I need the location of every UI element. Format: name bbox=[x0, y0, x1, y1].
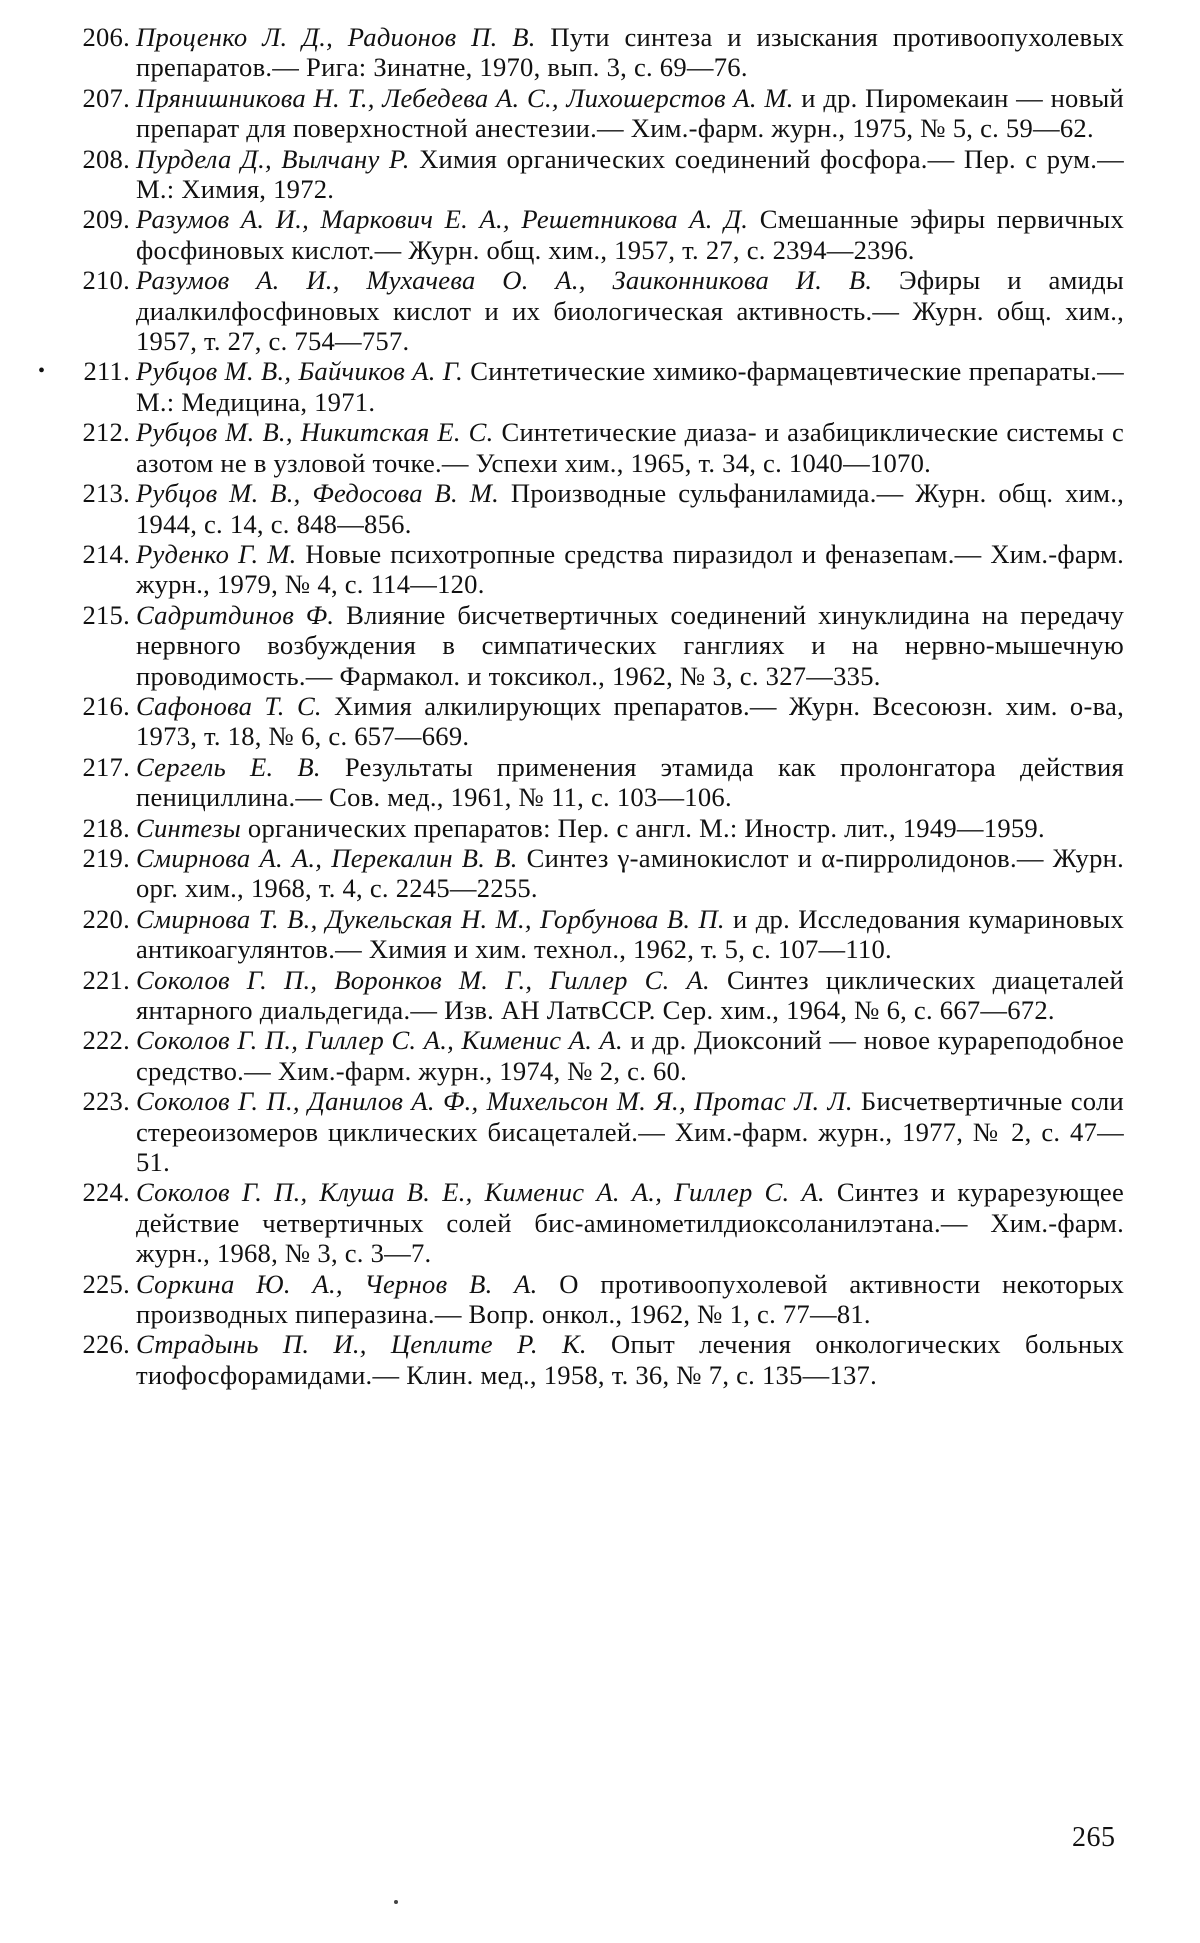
reference-text: Синтез γ-аминокислот и α-пирролидонов.— Журн. орг. хим., 1968, т. 4, с. 2245—2255. bbox=[136, 842, 1124, 904]
reference-number: 219. bbox=[82, 842, 130, 873]
reference-authors: Прянишникова Н. Т., Лебедева А. С., Лихошерстов А. М. bbox=[136, 82, 794, 113]
reference-entry bbox=[52, 417, 1124, 478]
reference-text: Синтетические диаза- и азабициклические системы с азотом не в узловой точке.— Успехи хим., 1965, т. 34, с. 1040—1070. bbox=[136, 417, 1125, 478]
reference-authors: Соколов Г. П., Клуша В. Е., Кименис А. А., Гиллер С. А. bbox=[136, 1177, 825, 1208]
reference-entry bbox=[52, 1329, 1124, 1390]
reference-authors: Сафонова Т. С. bbox=[136, 690, 322, 721]
reference-number: 223. bbox=[82, 1086, 130, 1117]
reference-entry bbox=[52, 1086, 1124, 1177]
reference-text: Синтез и курарезующее действие четвертичных солей бис-аминометилдиоксоланилэтана.— Хим.-фарм. журн., 1968, № 3, с. 3—7. bbox=[136, 1177, 1124, 1269]
reference-text: и др. Пиромекаин — новый препарат для поверхностной анестезии.— Хим.-фарм. журн., 1975, № 5, с. 59—62. bbox=[136, 82, 1125, 144]
reference-list bbox=[38, 22, 1125, 1390]
reference-authors: Рубцов М. В., Байчиков А. Г. bbox=[136, 356, 464, 387]
reference-number: 226. bbox=[82, 1329, 130, 1360]
reference-entry bbox=[52, 478, 1124, 539]
reference-text: Бисчетвертичные соли стереоизомеров циклических бисацеталей.— Хим.-фарм. журн., 1977, № 2, с. 47—51. bbox=[136, 1086, 1124, 1178]
reference-authors: Соколов Г. П., Гиллер С. А., Кименис А. А. bbox=[136, 1025, 623, 1056]
reference-number: 210. bbox=[82, 265, 130, 296]
reference-authors: Соколов Г. П., Данилов А. Ф., Михельсон М. Я., Протас Л. Л. bbox=[136, 1086, 853, 1117]
reference-text: органических препаратов: Пер. с англ. М.: Иностр. лит., 1949—1959. bbox=[241, 812, 1045, 843]
reference-entry bbox=[52, 83, 1124, 144]
reference-entry bbox=[52, 1269, 1124, 1330]
reference-text: О противоопухолевой активности некоторых производных пиперазина.— Вопр. онкол., 1962, № 1, с. 77—81. bbox=[136, 1268, 1125, 1330]
reference-number: 216. bbox=[82, 690, 130, 721]
reference-number: 218. bbox=[82, 812, 130, 843]
reference-text: Новые психотропные средства пиразидол и феназепам.— Хим.-фарм. журн., 1979, № 4, с. 114—120. bbox=[136, 538, 1125, 600]
reference-number: 207. bbox=[82, 82, 130, 113]
reference-entry bbox=[38, 356, 1124, 417]
reference-authors: Соркина Ю. А., Чернов В. А. bbox=[136, 1268, 538, 1299]
reference-authors: Разумов А. И., Мухачева О. А., Заиконникова И. В. bbox=[136, 265, 873, 296]
reference-authors: Смирнова А. А., Перекалин В. В. bbox=[136, 842, 518, 873]
reference-entry bbox=[52, 265, 1124, 356]
reference-authors: Садритдинов Ф. bbox=[136, 599, 335, 630]
reference-entry bbox=[52, 22, 1124, 83]
reference-entry bbox=[52, 539, 1124, 600]
reference-authors: Рубцов М. В., Федосова В. М. bbox=[136, 478, 500, 509]
reference-text: и др. Исследования кумариновых антикоагулянтов.— Химия и хим. технол., 1962, т. 5, с. 107—110. bbox=[136, 903, 1124, 965]
reference-entry bbox=[52, 965, 1124, 1026]
reference-text: Химия органических соединений фосфора.— Пер. с рум.— М.: Химия, 1972. bbox=[136, 143, 1124, 205]
reference-authors: Сергель Е. В. bbox=[136, 751, 321, 782]
reference-authors: Страдынь П. И., Цеплите Р. К. bbox=[136, 1329, 587, 1360]
reference-text: Эфиры и амиды диалкилфосфиновых кислот и их биологическая активность.— Журн. общ. хим., 1957, т. 27, с. 754—757. bbox=[136, 265, 1124, 357]
reference-authors: Разумов А. И., Маркович Е. А., Решетникова А. Д. bbox=[136, 204, 749, 235]
reference-text: Химия алкилирующих препаратов.— Журн. Всесоюзн. хим. о-ва, 1973, т. 18, № 6, с. 657—669. bbox=[136, 690, 1124, 752]
reference-authors: Соколов Г. П., Воронков М. Г., Гиллер С. А. bbox=[136, 964, 710, 995]
reference-number: 224. bbox=[82, 1177, 130, 1208]
reference-number: 212. bbox=[82, 417, 130, 448]
reference-number: 211. bbox=[83, 356, 130, 387]
margin-bullet-mark: • bbox=[38, 360, 46, 383]
page-number: 265 bbox=[1072, 1822, 1116, 1853]
reference-text: Результаты применения этамида как пролонгатора действия пенициллина.— Сов. мед., 1961, № 11, с. 103—106. bbox=[136, 751, 1125, 813]
reference-entry bbox=[52, 204, 1124, 265]
reference-number: 214. bbox=[82, 538, 130, 569]
reference-authors: Пурдела Д., Вылчану Р. bbox=[136, 143, 410, 174]
reference-entry bbox=[52, 144, 1124, 205]
reference-number: 206. bbox=[82, 22, 130, 52]
reference-number: 209. bbox=[82, 204, 130, 235]
reference-number: 217. bbox=[82, 751, 130, 782]
reference-text: Смешанные эфиры первичных фосфиновых кислот.— Журн. общ. хим., 1957, т. 27, с. 2394—2396. bbox=[136, 204, 1125, 265]
reference-number: 222. bbox=[82, 1025, 130, 1056]
reference-text: Влияние бисчетвертичных соединений хинуклидина на передачу нервного возбуждения в симпатических ганглиях и на нервно-мышечную проводимость.— Фармакол. и токсикол., 1962, № 3, с. 327—335. bbox=[136, 599, 1125, 691]
reference-text: и др. Диоксоний — новое курареподобное средство.— Хим.-фарм. журн., 1974, № 2, с. 60. bbox=[136, 1025, 1125, 1086]
reference-number: 220. bbox=[82, 903, 130, 934]
reference-authors: Руденко Г. М. bbox=[136, 538, 297, 569]
reference-entry bbox=[52, 843, 1124, 904]
reference-text: Пути синтеза и изыскания противоопухолевых препаратов.— Рига: Зинатне, 1970, вып. 3, с. 69—76. bbox=[136, 22, 1125, 83]
reference-number: 225. bbox=[82, 1268, 130, 1299]
reference-entry bbox=[52, 691, 1124, 752]
reference-text: Синтетические химико-фармацевтические препараты.— М.: Медицина, 1971. bbox=[136, 356, 1124, 417]
reference-entry bbox=[52, 600, 1124, 691]
reference-authors: Синтезы bbox=[136, 812, 242, 843]
reference-entry bbox=[52, 1177, 1124, 1268]
reference-entry bbox=[52, 904, 1124, 965]
stray-dot-mark bbox=[394, 1900, 398, 1904]
reference-number: 213. bbox=[82, 478, 130, 509]
reference-authors: Проценко Л. Д., Радионов П. В. bbox=[136, 22, 536, 52]
reference-text: Синтез циклических диацеталей янтарного диальдегида.— Изв. АН ЛатвССР. Сер. хим., 1964, № 6, с. 667—672. bbox=[136, 964, 1124, 1025]
reference-number: 208. bbox=[82, 143, 130, 174]
reference-entry bbox=[52, 752, 1124, 813]
reference-entry bbox=[52, 1025, 1124, 1086]
reference-entry bbox=[52, 813, 1124, 843]
reference-number: 215. bbox=[82, 599, 130, 630]
reference-number: 221. bbox=[82, 964, 130, 995]
reference-text: Опыт лечения онкологических больных тиофосфорамидами.— Клин. мед., 1958, т. 36, № 7, с. 135—137. bbox=[136, 1329, 1124, 1390]
reference-text: Производные сульфаниламида.— Журн. общ. хим., 1944, с. 14, с. 848—856. bbox=[136, 478, 1124, 539]
reference-authors: Смирнова Т. В., Дукельская Н. М., Горбунова В. П. bbox=[136, 903, 725, 934]
reference-authors: Рубцов М. В., Никитская Е. С. bbox=[136, 417, 494, 448]
